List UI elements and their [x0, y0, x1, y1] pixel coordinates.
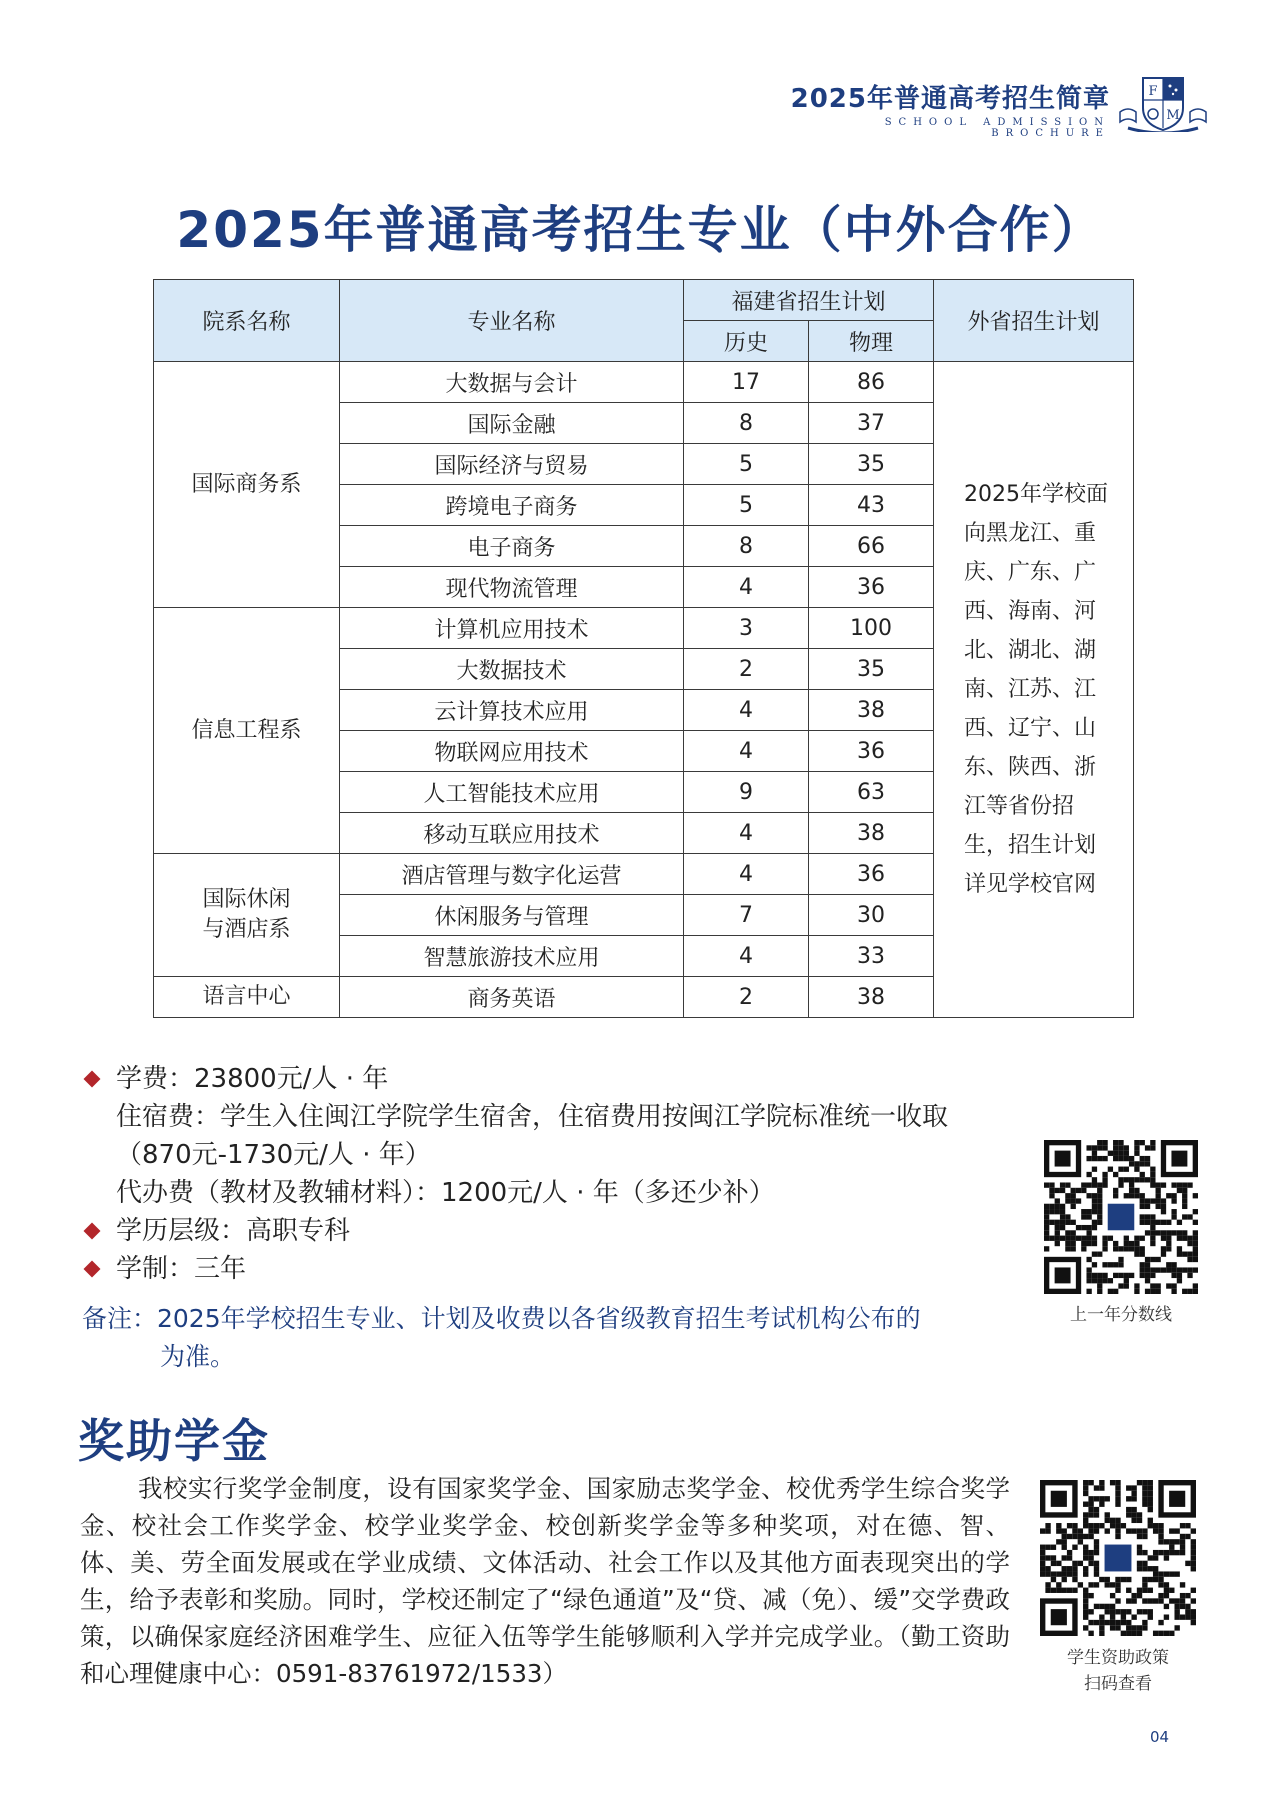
physics-plan: 30	[809, 895, 934, 936]
history-plan: 2	[684, 977, 809, 1018]
header-physics: 物理	[809, 321, 934, 362]
qr-caption-financial-aid	[1030, 1645, 1206, 1697]
header-subtitle: SCHOOL ADMISSION BROCHURE	[884, 117, 1110, 139]
physics-plan: 86	[809, 362, 934, 403]
major-name: 人工智能技术应用	[340, 772, 684, 813]
history-plan: 17	[684, 362, 809, 403]
major-name: 休闲服务与管理	[340, 895, 684, 936]
dept-name: 语言中心	[154, 977, 340, 1018]
fees-section	[82, 1060, 1042, 1288]
history-plan: 9	[684, 772, 809, 813]
major-name: 大数据与会计	[340, 362, 684, 403]
physics-plan: 35	[809, 649, 934, 690]
page-number: 04	[1150, 1728, 1170, 1746]
remark-line-2: 为准。	[160, 1342, 236, 1371]
education-level-text: 学历层级：高职专科	[116, 1216, 351, 1246]
physics-plan: 66	[809, 526, 934, 567]
history-plan: 8	[684, 526, 809, 567]
header-dept: 院系名称	[154, 280, 340, 362]
major-name: 现代物流管理	[340, 567, 684, 608]
diamond-bullet-icon	[84, 1071, 101, 1088]
scholarship-title: 奖助学金	[78, 1414, 270, 1468]
physics-plan: 43	[809, 485, 934, 526]
study-length-text: 学制：三年	[116, 1254, 247, 1284]
history-plan: 4	[684, 936, 809, 977]
dept-name: 信息工程系	[154, 608, 340, 854]
history-plan: 5	[684, 444, 809, 485]
diamond-bullet-icon	[84, 1261, 101, 1278]
major-name: 国际金融	[340, 403, 684, 444]
physics-plan: 63	[809, 772, 934, 813]
history-plan: 5	[684, 485, 809, 526]
physics-plan: 100	[809, 608, 934, 649]
physics-plan: 38	[809, 813, 934, 854]
school-logo-icon	[1118, 72, 1208, 132]
physics-plan: 38	[809, 690, 934, 731]
qr-center-logo-icon	[1105, 1545, 1132, 1572]
qr-code-score-line[interactable]	[1044, 1140, 1198, 1294]
qr-center-logo-icon	[1108, 1204, 1135, 1231]
brochure-header	[780, 78, 1110, 139]
major-name: 移动互联应用技术	[340, 813, 684, 854]
logo-letter-m: M	[1166, 108, 1180, 123]
major-name: 智慧旅游技术应用	[340, 936, 684, 977]
header-fujian-plan: 福建省招生计划	[684, 280, 934, 321]
physics-plan: 38	[809, 977, 934, 1018]
major-name: 计算机应用技术	[340, 608, 684, 649]
major-name: 物联网应用技术	[340, 731, 684, 772]
history-plan: 7	[684, 895, 809, 936]
education-level-item	[82, 1212, 1042, 1250]
logo-letter-f: F	[1148, 84, 1158, 99]
history-plan: 2	[684, 649, 809, 690]
physics-plan: 35	[809, 444, 934, 485]
history-plan: 4	[684, 567, 809, 608]
remark	[82, 1300, 1022, 1376]
remark-line-1: 备注：2025年学校招生专业、计划及收费以各省级教育招生考试机构公布的	[82, 1304, 921, 1333]
diamond-bullet-icon	[84, 1223, 101, 1240]
history-plan: 8	[684, 403, 809, 444]
page-title: 2025年普通高考招生专业（中外合作）	[176, 201, 1104, 259]
study-length-item	[82, 1250, 1042, 1288]
dept-name: 国际商务系	[154, 362, 340, 608]
physics-plan: 33	[809, 936, 934, 977]
history-plan: 4	[684, 731, 809, 772]
header-history: 历史	[684, 321, 809, 362]
agency-fee: 代办费（教材及教辅材料）：1200元/人 · 年（多还少补）	[116, 1178, 775, 1208]
physics-plan: 36	[809, 731, 934, 772]
header-title: 2025年普通高考招生简章	[790, 84, 1110, 114]
physics-plan: 37	[809, 403, 934, 444]
history-plan: 4	[684, 690, 809, 731]
physics-plan: 36	[809, 567, 934, 608]
qr-caption-score-line: 上一年分数线	[1070, 1305, 1172, 1325]
tuition-text: 学费：23800元/人 · 年	[116, 1064, 389, 1094]
major-name: 云计算技术应用	[340, 690, 684, 731]
tuition-item	[82, 1060, 1042, 1098]
qr-caption-line-1: 学生资助政策	[1067, 1648, 1169, 1668]
other-province-plan: 2025年学校面向黑龙江、重庆、广东、广西、海南、河北、湖北、湖南、江苏、江西、辽宁、山东、陕西、浙江等省份招生，招生计划详见学校官网	[934, 362, 1134, 1018]
qr-code-financial-aid[interactable]	[1040, 1480, 1196, 1636]
physics-plan: 36	[809, 854, 934, 895]
scholarship-body: 我校实行奖学金制度，设有国家奖学金、国家励志奖学金、校优秀学生综合奖学金、校社会工作奖学金、校学业奖学金、校创新奖学金等多种奖项，对在德、智、体、美、劳全面发展或在学业成绩、文体活动、社会工作以及其他方面表现突出的学生，给予表彰和奖励。同时，学校还制定了“绿色通道”及“贷、减（免）、缓”交学费政策，以确保家庭经济困难学生、应征入伍等学生能够顺利入学并完成学业。（勤工资助和心理健康中心：0591-83761972/1533）	[80, 1474, 1010, 1688]
major-name: 大数据技术	[340, 649, 684, 690]
dept-name: 国际休闲 与酒店系	[154, 854, 340, 977]
major-name: 酒店管理与数字化运营	[340, 854, 684, 895]
history-plan: 4	[684, 813, 809, 854]
history-plan: 4	[684, 854, 809, 895]
major-name: 商务英语	[340, 977, 684, 1018]
major-name: 跨境电子商务	[340, 485, 684, 526]
qr-caption-line-2: 扫码查看	[1084, 1674, 1152, 1694]
major-name: 电子商务	[340, 526, 684, 567]
header-other-province: 外省招生计划	[934, 280, 1134, 362]
dorm-fee-line: 住宿费：学生入住闽江学院学生宿舍，住宿费用按闽江学院标准统一收取	[116, 1102, 949, 1132]
history-plan: 3	[684, 608, 809, 649]
table-row	[154, 362, 1134, 403]
enrollment-plan-table	[153, 279, 1134, 1018]
dorm-fee-range: （870元-1730元/人 · 年）	[116, 1140, 431, 1170]
major-name: 国际经济与贸易	[340, 444, 684, 485]
header-major: 专业名称	[340, 280, 684, 362]
